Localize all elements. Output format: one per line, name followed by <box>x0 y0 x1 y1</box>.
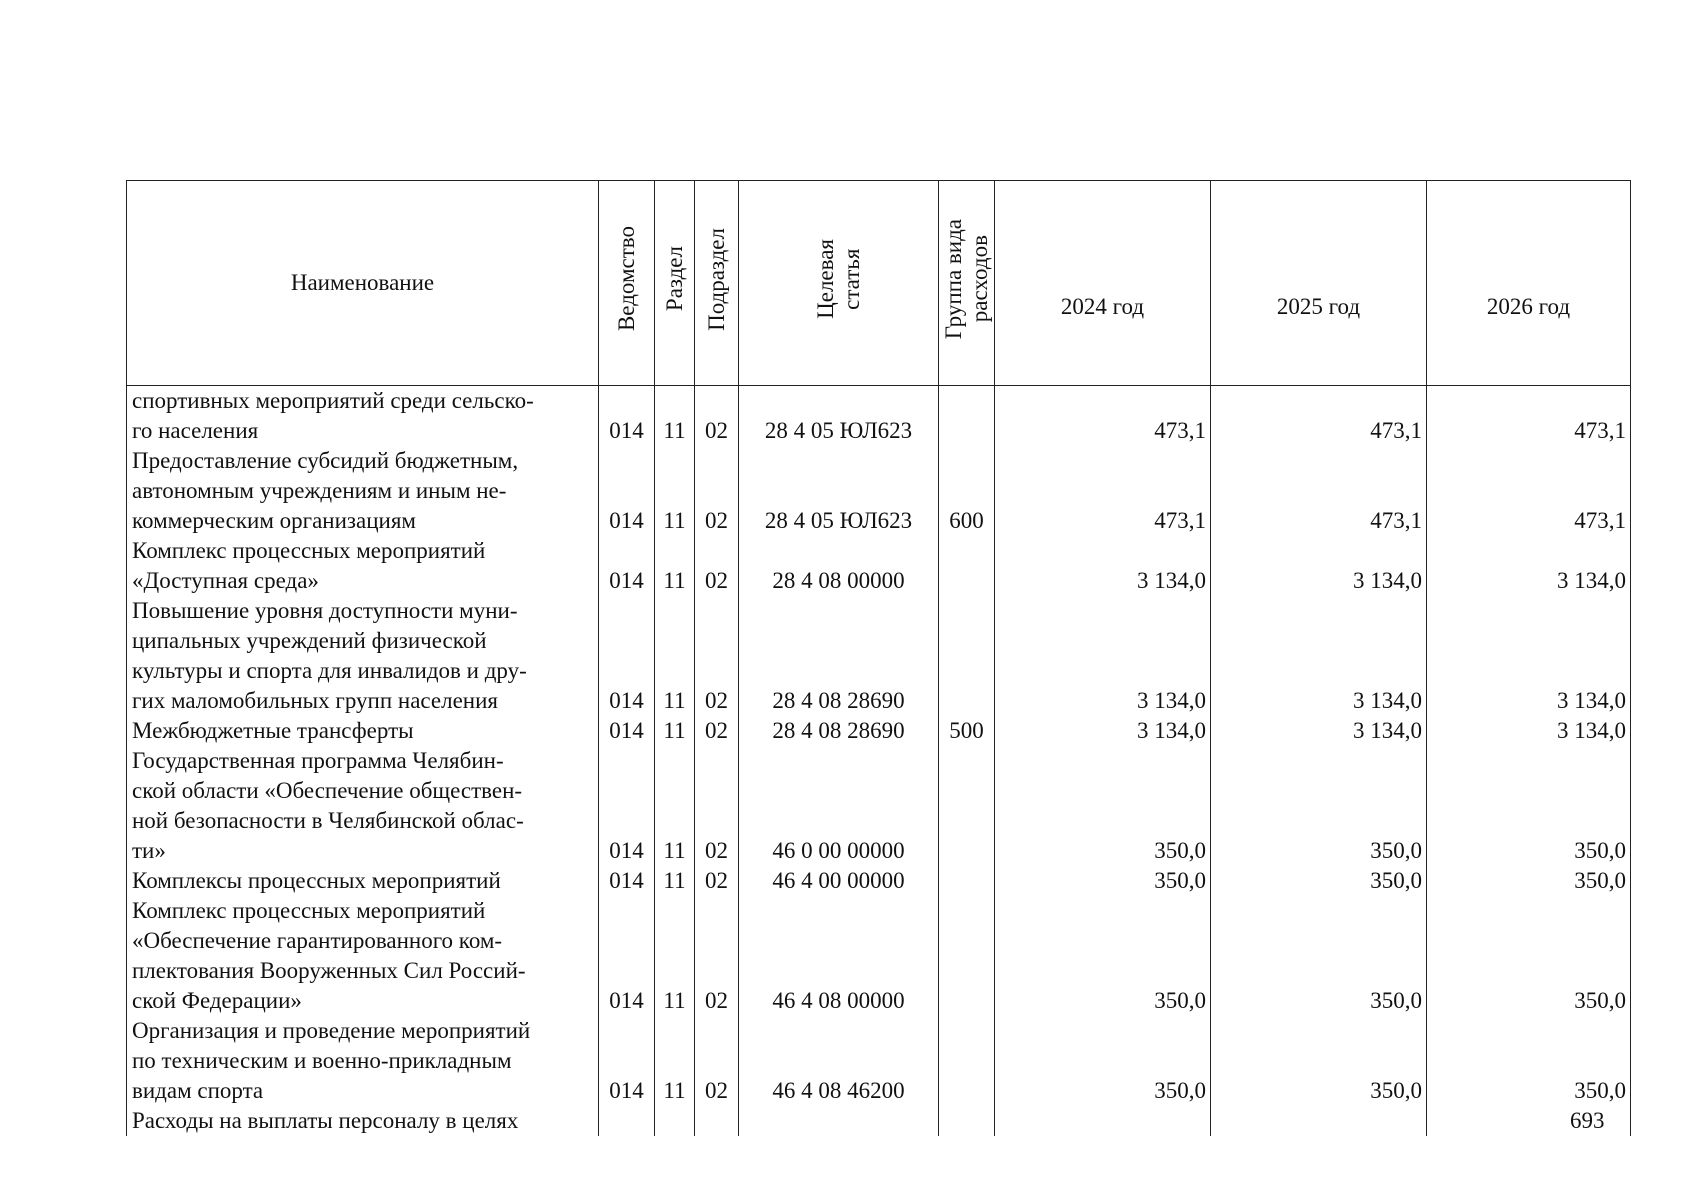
cell-target: 46 4 08 00000 <box>739 896 939 1016</box>
table-row <box>127 716 1631 746</box>
cell-dept: 014 <box>599 536 655 596</box>
table-row <box>127 386 1631 447</box>
cell-target <box>739 1106 939 1136</box>
cell-name <box>127 1016 599 1106</box>
cell-name <box>127 536 599 596</box>
cell-name-line: Государственная программа Челябин- <box>132 748 504 773</box>
cell-y2024: 350,0 <box>995 866 1211 896</box>
cell-name-line: Комплекс процессных мероприятий <box>132 538 486 563</box>
table-row <box>127 866 1631 896</box>
cell-group <box>939 1106 995 1136</box>
cell-name <box>127 386 599 447</box>
cell-dept: 014 <box>599 1016 655 1106</box>
cell-y2024: 350,0 <box>995 746 1211 866</box>
cell-y2025: 3 134,0 <box>1211 716 1427 746</box>
cell-target: 28 4 05 ЮЛ623 <box>739 386 939 447</box>
cell-subsection: 02 <box>695 536 739 596</box>
cell-section: 11 <box>655 716 695 746</box>
cell-y2026: 350,0 <box>1427 1016 1631 1106</box>
cell-y2025: 3 134,0 <box>1211 536 1427 596</box>
cell-subsection: 02 <box>695 896 739 1016</box>
cell-group <box>939 386 995 447</box>
cell-subsection <box>695 1106 739 1136</box>
budget-table <box>126 180 1631 1136</box>
header-2024: 2024 год <box>995 181 1211 386</box>
cell-y2026: 473,1 <box>1427 386 1631 447</box>
cell-y2024: 350,0 <box>995 896 1211 1016</box>
cell-dept: 014 <box>599 386 655 447</box>
cell-name <box>127 716 599 746</box>
cell-subsection: 02 <box>695 1016 739 1106</box>
cell-subsection: 02 <box>695 866 739 896</box>
cell-group <box>939 596 995 716</box>
cell-section: 11 <box>655 536 695 596</box>
cell-y2025: 350,0 <box>1211 866 1427 896</box>
cell-name-line: культуры и спорта для инвалидов и дру- <box>132 658 527 683</box>
cell-name-line: Комплексы процессных мероприятий <box>132 868 501 893</box>
cell-y2025: 350,0 <box>1211 896 1427 1016</box>
cell-name-line: гих маломобильных групп населения <box>132 688 498 713</box>
cell-name-line: Повышение уровня доступности муни- <box>132 598 518 623</box>
cell-target: 28 4 08 28690 <box>739 596 939 716</box>
cell-y2026: 350,0 <box>1427 866 1631 896</box>
cell-dept: 014 <box>599 746 655 866</box>
cell-name-line: автономным учреждениям и иным не- <box>132 478 507 503</box>
cell-group <box>939 746 995 866</box>
cell-name-line: коммерческим организациям <box>132 508 416 533</box>
cell-y2025: 350,0 <box>1211 1016 1427 1106</box>
cell-target: 46 4 00 00000 <box>739 866 939 896</box>
cell-dept: 014 <box>599 596 655 716</box>
cell-y2026: 3 134,0 <box>1427 716 1631 746</box>
cell-subsection: 02 <box>695 446 739 536</box>
cell-group: 500 <box>939 716 995 746</box>
cell-name <box>127 746 599 866</box>
cell-group <box>939 866 995 896</box>
cell-target: 46 4 08 46200 <box>739 1016 939 1106</box>
cell-section: 11 <box>655 1016 695 1106</box>
cell-y2024 <box>995 1106 1211 1136</box>
cell-group <box>939 536 995 596</box>
cell-name-line: го населения <box>132 418 259 443</box>
cell-y2026: 3 134,0 <box>1427 596 1631 716</box>
cell-name-line: Межбюджетные трансферты <box>132 718 414 743</box>
table-row <box>127 1106 1631 1136</box>
cell-section: 11 <box>655 596 695 716</box>
cell-name <box>127 896 599 1016</box>
cell-dept: 014 <box>599 866 655 896</box>
cell-target: 28 4 08 28690 <box>739 716 939 746</box>
cell-subsection: 02 <box>695 386 739 447</box>
cell-name-line: «Обеспечение гарантированного ком- <box>132 928 503 953</box>
cell-y2024: 3 134,0 <box>995 716 1211 746</box>
table-row <box>127 1016 1631 1106</box>
table-body <box>127 386 1631 1137</box>
cell-y2025: 473,1 <box>1211 446 1427 536</box>
cell-name-line: ципальных учреждений физической <box>132 628 487 653</box>
cell-subsection: 02 <box>695 596 739 716</box>
cell-name-line: плектования Вооруженных Сил Россий- <box>132 958 526 983</box>
cell-y2024: 350,0 <box>995 1016 1211 1106</box>
table-row <box>127 536 1631 596</box>
cell-name-line: ти» <box>132 838 166 863</box>
cell-name-line: Предоставление субсидий бюджетным, <box>132 448 519 473</box>
table-row <box>127 896 1631 1016</box>
cell-name-line: «Доступная среда» <box>132 568 319 593</box>
cell-section: 11 <box>655 746 695 866</box>
cell-y2026: 473,1 <box>1427 446 1631 536</box>
cell-dept: 014 <box>599 716 655 746</box>
header-target: Целевая статья <box>739 181 939 386</box>
cell-dept: 014 <box>599 446 655 536</box>
cell-section: 11 <box>655 866 695 896</box>
cell-target: 28 4 05 ЮЛ623 <box>739 446 939 536</box>
cell-section: 11 <box>655 896 695 1016</box>
cell-subsection: 02 <box>695 716 739 746</box>
table-row <box>127 746 1631 866</box>
cell-name-line: Комплекс процессных мероприятий <box>132 898 486 923</box>
cell-section <box>655 1106 695 1136</box>
cell-y2025: 3 134,0 <box>1211 596 1427 716</box>
cell-y2024: 3 134,0 <box>995 536 1211 596</box>
cell-section: 11 <box>655 386 695 447</box>
cell-group <box>939 1016 995 1106</box>
cell-y2024: 3 134,0 <box>995 596 1211 716</box>
cell-section: 11 <box>655 446 695 536</box>
cell-target: 46 0 00 00000 <box>739 746 939 866</box>
cell-y2025: 350,0 <box>1211 746 1427 866</box>
cell-name-line: ной безопасности в Челябинской облас- <box>132 808 524 833</box>
cell-group: 600 <box>939 446 995 536</box>
header-subsection: Подраздел <box>695 181 739 386</box>
cell-y2024: 473,1 <box>995 446 1211 536</box>
cell-name-line: по техническим и военно-прикладным <box>132 1048 512 1073</box>
header-dept: Ведомство <box>599 181 655 386</box>
cell-y2025: 473,1 <box>1211 386 1427 447</box>
page-number: 693 <box>1570 1108 1605 1133</box>
cell-dept: 014 <box>599 896 655 1016</box>
cell-group <box>939 896 995 1016</box>
table-header-row <box>127 181 1631 386</box>
cell-name-line: ской Федерации» <box>132 988 302 1013</box>
table-row <box>127 596 1631 716</box>
cell-name-line: видам спорта <box>132 1078 264 1103</box>
cell-y2025 <box>1211 1106 1427 1136</box>
cell-name-line: ской области «Обеспечение обществен- <box>132 778 523 803</box>
header-group: Группа вида расходов <box>939 181 995 386</box>
header-2026: 2026 год <box>1427 181 1631 386</box>
cell-y2024: 473,1 <box>995 386 1211 447</box>
header-section: Раздел <box>655 181 695 386</box>
cell-y2026: 350,0 <box>1427 746 1631 866</box>
cell-name <box>127 866 599 896</box>
cell-y2026: 350,0 <box>1427 896 1631 1016</box>
cell-y2026: 3 134,0 <box>1427 536 1631 596</box>
cell-name <box>127 1106 599 1136</box>
header-name: Наименование <box>127 181 599 386</box>
cell-subsection: 02 <box>695 746 739 866</box>
cell-name <box>127 446 599 536</box>
cell-name-line: спортивных мероприятий среди сельско- <box>132 388 534 413</box>
cell-dept <box>599 1106 655 1136</box>
header-2025: 2025 год <box>1211 181 1427 386</box>
cell-name <box>127 596 599 716</box>
cell-name-line: Расходы на выплаты персоналу в целях <box>132 1108 519 1133</box>
cell-name-line: Организация и проведение мероприятий <box>132 1018 531 1043</box>
table-row <box>127 446 1631 536</box>
cell-target: 28 4 08 00000 <box>739 536 939 596</box>
